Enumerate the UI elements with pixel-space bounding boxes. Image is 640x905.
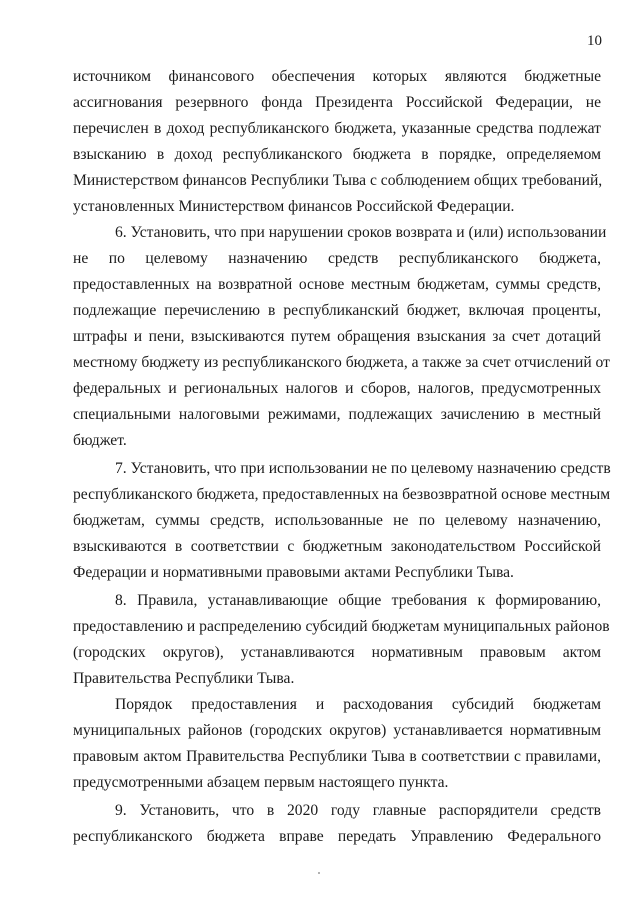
text-line: Министерством финансов Республики Тыва с соблюдением общих требований, xyxy=(73,172,603,189)
text-line: бюджетам, суммы средств, использованные не по целевому назначению, xyxy=(73,512,601,529)
paragraph-9-first-line: 9. Установить, что в 2020 году главные распорядители средств xyxy=(115,802,601,819)
text-line: федеральных и региональных налогов и сборов, налогов, предусмотренных xyxy=(73,380,601,397)
text-line: муниципальных районов (городских округов) устанавливается нормативным xyxy=(73,722,601,739)
text-line: установленных Министерством финансов Российской Федерации. xyxy=(73,198,515,215)
text-line: местному бюджету из республиканского бюджета, а также за счет отчислений от xyxy=(73,354,610,371)
text-line: взыскиваются в соответствии с бюджетным законодательством Российской xyxy=(73,538,601,555)
paragraph-7-first-line: 7. Установить, что при использовании не по целевому назначению средств xyxy=(115,460,611,477)
paragraph-8-first-line: 8. Правила, устанавливающие общие требования к формированию, xyxy=(115,592,601,609)
text-line: (городских округов), устанавливаются нормативным правовым актом xyxy=(73,644,601,661)
text-line: предоставленных на возвратной основе местным бюджетам, суммы средств, xyxy=(73,276,601,293)
text-line: республиканского бюджета вправе передать Управлению Федерального xyxy=(73,828,601,845)
text-line: Правительства Республики Тыва. xyxy=(73,670,295,687)
text-line: республиканского бюджета, предоставленных на безвозвратной основе местным xyxy=(73,486,611,503)
text-line: правовым актом Правительства Республики Тыва в соответствии с правилами, xyxy=(73,748,601,765)
text-line: перечислен в доход республиканского бюджета, указанные средства подлежат xyxy=(73,120,601,137)
text-line: взысканию в доход республиканского бюджета в порядке, определяемом xyxy=(73,146,601,163)
text-line: ассигнования резервного фонда Президента Российской Федерации, не xyxy=(73,94,601,111)
text-line: специальными налоговыми режимами, подлежащих зачислению в местный xyxy=(73,406,601,423)
paragraph-6-first-line: 6. Установить, что при нарушении сроков возврата и (или) использовании xyxy=(115,224,607,241)
text-line: штрафы и пени, взыскиваются путем обращения взыскания за счет дотаций xyxy=(73,328,601,345)
text-line: бюджет. xyxy=(73,432,127,449)
text-line: предоставлению и распределению субсидий бюджетам муниципальных районов xyxy=(73,618,610,635)
page-number: 10 xyxy=(587,33,602,49)
scan-speck xyxy=(318,872,320,874)
text-line: подлежащие перечислению в республиканский бюджет, включая проценты, xyxy=(73,302,601,319)
text-line: не по целевому назначению средств республиканского бюджета, xyxy=(73,250,601,267)
text-line: источником финансового обеспечения которых являются бюджетные xyxy=(73,68,601,85)
text-line: предусмотренными абзацем первым настоящего пункта. xyxy=(73,774,449,791)
paragraph-order-first-line: Порядок предоставления и расходования субсидий бюджетам xyxy=(115,696,601,713)
text-line: Федерации и нормативными правовыми актами Республики Тыва. xyxy=(73,564,514,581)
